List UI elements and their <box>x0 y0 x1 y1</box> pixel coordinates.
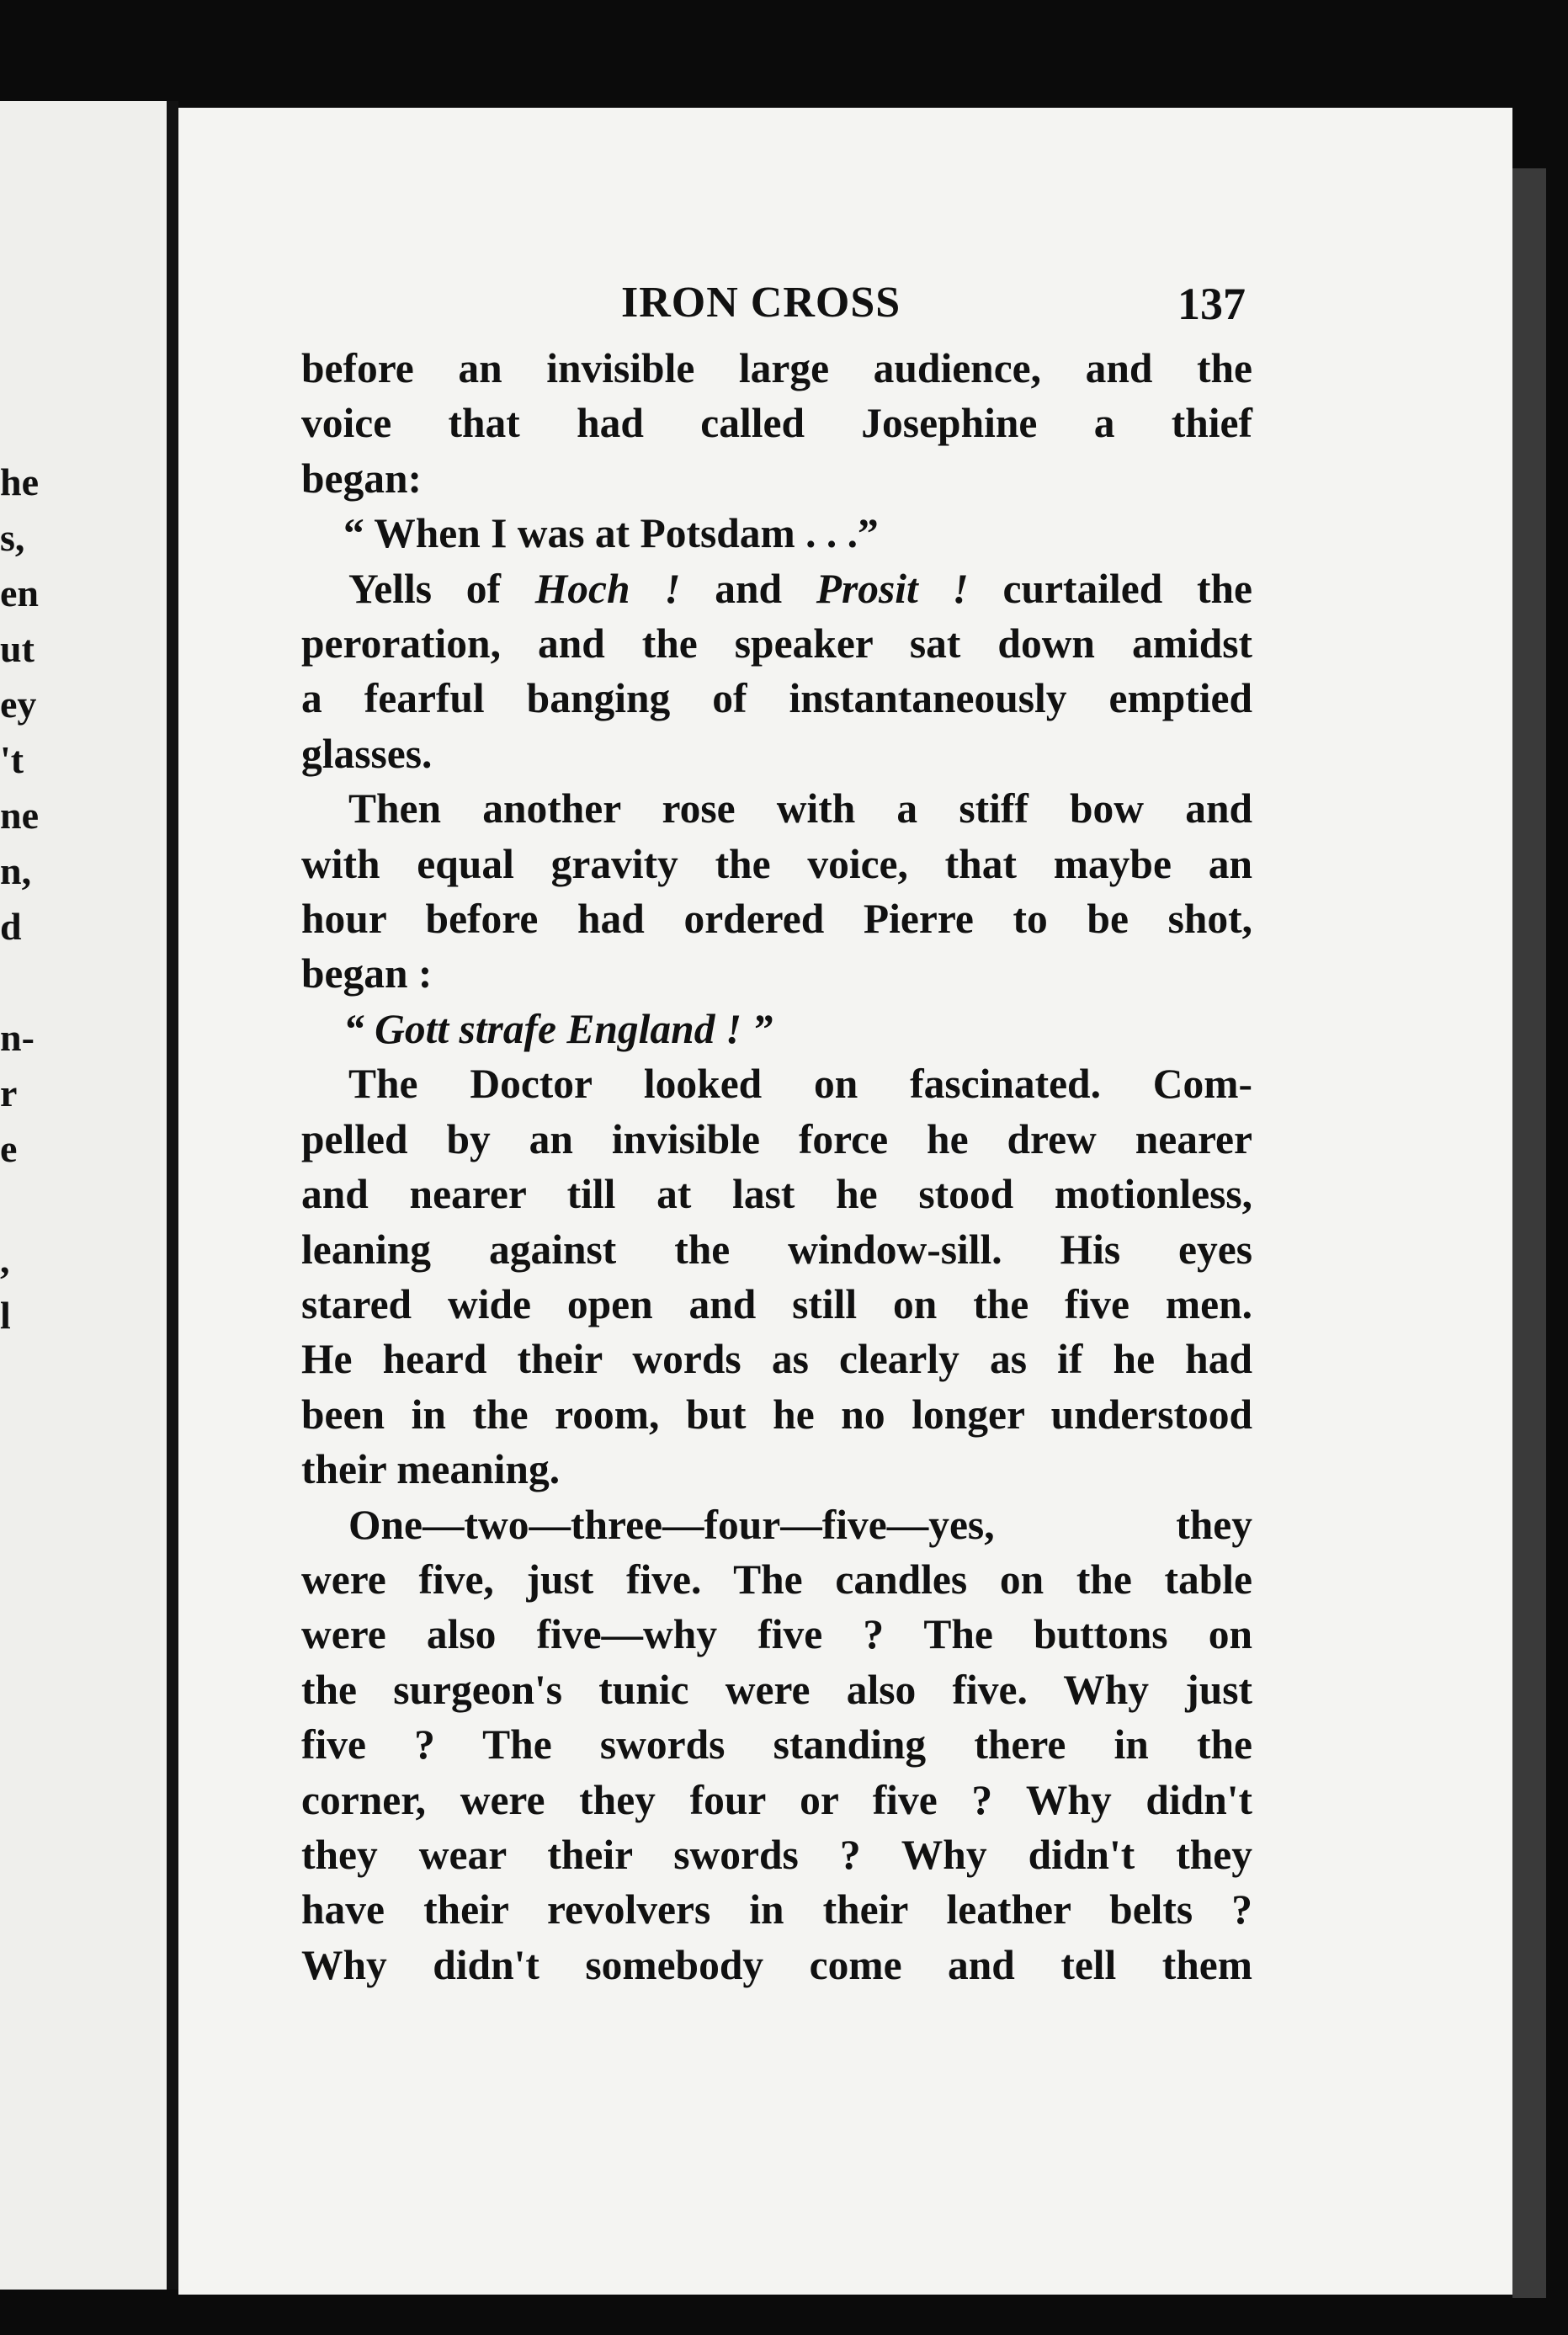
facing-page-fragment: s, <box>0 516 25 559</box>
facing-page-fragment: ut <box>0 627 35 670</box>
page-body-text <box>301 341 1252 1992</box>
text-line: stared wide open and still on the five men. <box>301 1280 1252 1327</box>
text-line: were also five—why five ? The buttons on <box>301 1611 1252 1658</box>
text-line <box>301 561 1252 616</box>
page-number: 137 <box>1177 279 1246 329</box>
text-line: a fearful banging of instantaneously emptied <box>301 675 1252 722</box>
page-gutter-shadow <box>167 101 178 2290</box>
text-line: and nearer till at last he stood motionless, <box>301 1171 1252 1218</box>
text-line: been in the room, but he no longer understood <box>301 1391 1252 1438</box>
text-line: leaning against the window-sill. His eyes <box>301 1226 1252 1273</box>
facing-page-fragment <box>0 955 50 1010</box>
facing-page-fragment: he <box>0 460 39 503</box>
text-line: The Doctor looked on fascinated. Com- <box>348 1061 1252 1108</box>
text-line: Why didn't somebody come and tell them <box>301 1941 1252 1988</box>
facing-page-fragment: 't <box>0 738 24 781</box>
facing-page-text-fragments <box>0 455 50 1343</box>
text-line: before an invisible large audience, and the <box>301 345 1252 391</box>
facing-page-fragment: , <box>0 1238 10 1281</box>
text-line: “ When I was at Potsdam . . .” <box>343 510 879 557</box>
text-line: began: <box>301 455 423 502</box>
text-segment: and <box>680 565 816 612</box>
facing-page-fragment: l <box>0 1294 11 1337</box>
text-line: they wear their swords ? Why didn't they <box>301 1831 1252 1878</box>
facing-page-fragment: n, <box>0 849 32 892</box>
emphasized-word: Hoch ! <box>534 565 681 612</box>
text-line: have their revolvers in their leather belts ? <box>301 1886 1252 1933</box>
emphasized-word: Prosit ! <box>816 565 969 612</box>
text-line: “ Gott strafe England ! ” <box>343 1005 773 1052</box>
text-line: voice that had called Josephine a thief <box>301 400 1252 447</box>
text-line: were five, just five. The candles on the table <box>301 1556 1252 1603</box>
facing-page-fragment <box>0 1177 50 1232</box>
text-line: with equal gravity the voice, that maybe an <box>301 840 1252 887</box>
text-line: the surgeon's tunic were also five. Why just <box>301 1666 1252 1713</box>
text-line: began : <box>301 950 433 997</box>
facing-page-fragment: n- <box>0 1016 35 1059</box>
text-line: peroration, and the speaker sat down amidst <box>301 620 1252 668</box>
text-segment: Yells of <box>348 565 535 612</box>
text-line: five ? The swords standing there in the <box>301 1721 1252 1769</box>
facing-page-fragment: ne <box>0 794 39 837</box>
text-line: pelled by an invisible force he drew nearer <box>301 1115 1252 1162</box>
facing-page-fragment: ey <box>0 683 37 726</box>
text-line: corner, were they four or five ? Why didn't <box>301 1776 1252 1823</box>
text-line: hour before had ordered Pierre to be shot, <box>301 896 1252 943</box>
text-line: Then another rose with a stiff bow and <box>348 785 1252 832</box>
facing-page <box>0 101 168 2290</box>
text-line: One—two—three—four—five—yes, they <box>348 1501 1252 1548</box>
text-line: their meaning. <box>301 1446 561 1493</box>
running-title: IRON CROSS <box>621 279 901 327</box>
facing-page-fragment: e <box>0 1127 18 1170</box>
facing-page-fragment: d <box>0 905 22 948</box>
facing-page-fragment: en <box>0 572 39 614</box>
running-header <box>303 278 1246 332</box>
facing-page-fragment: r <box>0 1072 18 1114</box>
page-edge-shadow <box>1512 168 1546 2298</box>
text-line: He heard their words as clearly as if he had <box>301 1336 1252 1383</box>
text-line: glasses. <box>301 730 433 777</box>
text-segment: curtailed the <box>968 565 1252 612</box>
